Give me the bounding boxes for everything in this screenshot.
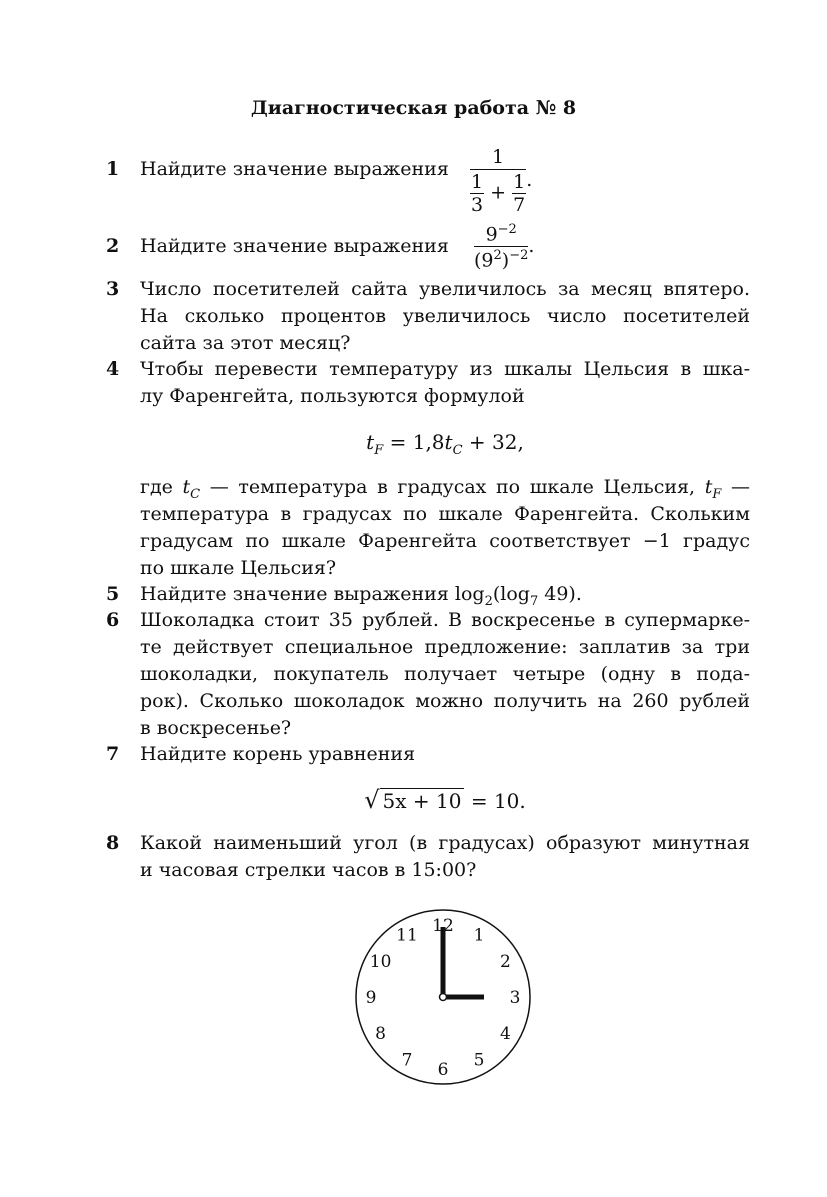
denominator-base: (9 (474, 249, 494, 272)
clock-numeral-1: 1 (473, 925, 485, 946)
problem-4-line-1: Чтобы перевести температуру из шкалы Цельсия в шка- (140, 358, 750, 380)
problem-3-line-1: Число посетителей сайта увеличилось за месяц впятеро. (140, 278, 750, 300)
inner-log: (log (492, 583, 530, 605)
subscript-c: C (452, 443, 463, 458)
problem-4-line-6: по шкале Цельсия? (140, 557, 337, 579)
radicand: 5x + 10 (380, 788, 465, 813)
problem-5-text (140, 583, 582, 609)
t-symbol: t (704, 476, 713, 498)
clock-numeral-10: 10 (369, 952, 392, 972)
clock-numeral-11: 11 (396, 925, 418, 946)
clock-numeral-12: 12 (432, 916, 454, 936)
equation-rhs: = 10. (464, 789, 526, 813)
subscript-c: C (190, 486, 201, 502)
dash: — (721, 476, 750, 498)
subscript-f: F (712, 486, 722, 502)
problem-6-line-5: в воскресенье? (140, 717, 292, 739)
problem-7-text: Найдите корень уравнения (140, 743, 416, 765)
sqrt-sign: √ (364, 786, 380, 814)
problem-6-line-4: рок). Сколько шоколадок можно получить на 260 рублей (140, 690, 750, 712)
subscript-f: F (374, 443, 384, 458)
text-celsius-def: — температура в градусах по шкале Цельсия, (200, 476, 705, 498)
t-symbol: t (366, 430, 375, 454)
problem-2-number: 2 (106, 235, 120, 257)
clock-numeral-7: 7 (401, 1050, 413, 1071)
log-base-2: 2 (484, 593, 493, 609)
numerator-exponent: −2 (497, 222, 517, 237)
clock-numeral-2: 2 (499, 952, 511, 972)
fraction-numerator: 1 (470, 146, 526, 170)
clock-numeral-3: 3 (509, 988, 521, 1008)
sub-fraction-2-num: 1 (513, 171, 526, 193)
root-equation (140, 786, 750, 814)
problem-6-line-1: Шоколадка стоит 35 рублей. В воскресенье в супермарке- (140, 609, 750, 631)
problem-2-text: Найдите значение выражения (140, 235, 449, 257)
problem-2-expression (474, 222, 534, 272)
clock-face (343, 897, 543, 1097)
problem-3-line-2: На сколько процентов увеличилось число посетителей (140, 305, 750, 327)
plus-sign: + (490, 181, 507, 204)
log-symbol: log (454, 583, 485, 605)
clock-numeral-4: 4 (499, 1024, 511, 1044)
problem-1-number: 1 (106, 158, 120, 180)
sub-fraction-1-den: 3 (471, 194, 484, 216)
problem-3-line-3: сайта за этот месяц? (140, 332, 351, 354)
t-symbol: t (182, 476, 191, 498)
problem-6-number: 6 (106, 609, 120, 631)
closing-paren: ) (501, 249, 510, 272)
problem-8-line-2: и часовая стрелки часов в 15:00? (140, 859, 477, 881)
problem-8-number: 8 (106, 832, 120, 854)
formula-equals: = 1,8 (383, 430, 445, 454)
numerator-base: 9 (485, 223, 498, 246)
sub-fraction-1-num: 1 (471, 171, 484, 193)
period: . (526, 169, 533, 191)
problem-1-text: Найдите значение выражения (140, 158, 449, 180)
clock-numeral-9: 9 (365, 988, 377, 1008)
problem-1-expression (470, 146, 532, 216)
clock-numeral-6: 6 (437, 1060, 449, 1080)
problem-6-line-2: те действует специальное предложение: заплатив за три (140, 636, 750, 658)
formula-rest: + 32, (462, 430, 524, 454)
problem-5-lead: Найдите значение выражения (140, 583, 455, 605)
problem-8-line-1: Какой наименьший угол (в градусах) образуют минутная (140, 832, 750, 854)
text-where: где (140, 476, 183, 498)
log-argument: 49). (538, 583, 582, 605)
problem-4-line-2: лу Фаренгейта, пользуются формулой (140, 385, 525, 407)
problem-4-line-3 (140, 476, 750, 502)
clock-numeral-8: 8 (375, 1024, 387, 1044)
problem-5-number: 5 (106, 583, 120, 605)
t-symbol: t (444, 430, 453, 454)
clock-numeral-5: 5 (473, 1050, 485, 1071)
problem-6-line-3: шоколадки, покупатель получает четыре (одну в пода- (140, 663, 750, 685)
problem-4-line-5: градусам по шкале Фаренгейта соответствует −1 градус (140, 530, 750, 552)
sub-fraction-2-den: 7 (513, 194, 526, 216)
problem-7-number: 7 (106, 743, 120, 765)
log-base-7: 7 (529, 593, 539, 609)
page-title: Диагностическая работа № 8 (250, 97, 577, 119)
fahrenheit-formula (140, 430, 750, 458)
problem-4-number: 4 (106, 358, 120, 380)
problem-4-line-4: температура в градусах по шкале Фаренгейта. Скольким (140, 503, 750, 525)
clock-center (440, 994, 447, 1001)
denominator-inner-exponent: 2 (493, 248, 502, 264)
problem-3-number: 3 (106, 278, 120, 300)
period: . (528, 234, 535, 257)
denominator-exponent: −2 (509, 248, 529, 264)
